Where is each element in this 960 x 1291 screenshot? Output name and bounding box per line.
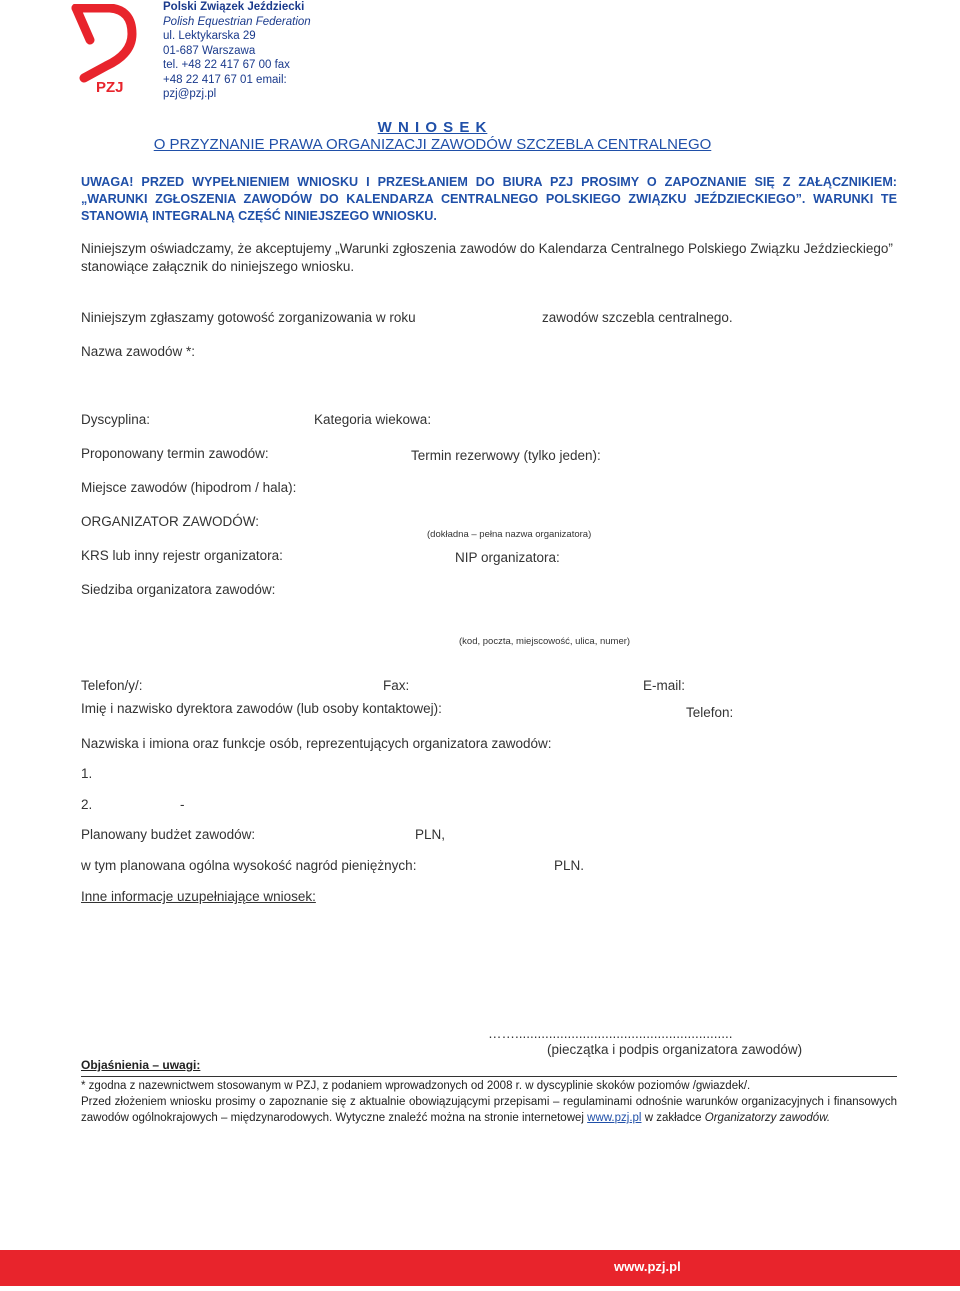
note-italic: Organizatorzy zawodów. <box>704 1112 831 1124</box>
organizer-note: (dokładna – pełna nazwa organizatora) <box>427 529 592 540</box>
prizes-label: w tym planowana ogólna wysokość nagród pieniężnych: <box>81 858 417 873</box>
org-name-en: Polish Equestrian Federation <box>163 15 311 28</box>
signature-line: …….......................................................... <box>488 1026 733 1041</box>
pzj-logo <box>66 4 138 94</box>
age-category-label: Kategoria wiekowa: <box>314 412 432 427</box>
footer-website: www.pzj.pl <box>614 1259 681 1274</box>
note-text-b: w zakładce <box>644 1112 702 1124</box>
readiness-end-label: zawodów szczebla centralnego. <box>542 310 733 325</box>
org-city: 01-687 Warszawa <box>163 44 256 57</box>
org-name: Polski Związek Jeździecki <box>163 1 305 13</box>
warning-text: UWAGA! PRZED WYPEŁNIENIEM WNIOSKU I PRZESŁANIEM DO BIURA PZJ PROSIMY O ZAPOZNANIE SIĘ Z ZAŁĄCZNIKIEM: „WARUNKI ZGŁOSZENIA ZAWODÓW DO KALENDARZA CENTRALNEGO POLSKIEGO ZWIĄZKU JEŹDZIECKIEGO”. WARUNKI TE STANOWIĄ INTEGRALNĄ CZĘŚĆ NINIEJSZEGO WNIOSKU. <box>81 175 897 223</box>
footer-rule <box>81 1076 897 1077</box>
organizer-label: ORGANIZATOR ZAWODÓW: <box>81 514 259 529</box>
form-title: W N I O S E K <box>377 119 488 136</box>
event-name-label: Nazwa zawodów *: <box>81 344 196 359</box>
note-star: * zgodna z nazewnictwem stosowanym w PZJ, z podaniem wprowadzonych od 2008 r. w dyscyplinie skoków poziomów /gwiazdek/. <box>81 1080 751 1092</box>
representative-2: 2. <box>81 797 93 812</box>
krs-label: KRS lub inny rejestr organizatora: <box>81 548 283 563</box>
representative-1: 1. <box>81 766 93 781</box>
email-label: E-mail: <box>643 678 686 693</box>
fax-label: Fax: <box>383 678 410 693</box>
budget-unit: PLN, <box>415 827 446 842</box>
notes-heading: Objaśnienia – uwagi: <box>81 1058 201 1072</box>
other-info-label: Inne informacje uzupełniające wniosek: <box>81 889 316 904</box>
form-subtitle: O PRZYZNANIE PRAWA ORGANIZACJI ZAWODÓW SZCZEBLA CENTRALNEGO <box>153 136 712 153</box>
signature-label: (pieczątka i podpis organizatora zawodów) <box>547 1042 803 1057</box>
declaration-text: Niniejszym oświadczamy, że akceptujemy „Warunki zgłoszenia zawodów do Kalendarza Centralnego Polskiego Związku Jeździeckiego” stanowiące załącznik do niniejszego wniosku. <box>81 241 893 274</box>
note-text-a: Przed złożeniem wniosku prosimy o zapoznanie się z aktualnie obowiązującymi przepisami – regulaminami odnośnie warunków organizacyjnych i finansowych zawodów ogólnokrajowych – międzynarodowych. Wytyczne znaleźć można na stronie internetowej <box>81 1096 897 1124</box>
org-phone: tel. +48 22 417 67 00 fax <box>163 59 290 71</box>
prizes-unit: PLN. <box>554 858 585 873</box>
seat-label: Siedziba organizatora zawodów: <box>81 582 276 597</box>
director-label: Imię i nazwisko dyrektora zawodów (lub osoby kontaktowej): <box>81 701 442 716</box>
proposed-date-label: Proponowany termin zawodów: <box>81 446 269 461</box>
reserve-date-label: Termin rezerwowy (tylko jeden): <box>411 448 601 463</box>
representatives-label: Nazwiska i imiona oraz funkcje osób, reprezentujących organizatora zawodów: <box>81 736 552 751</box>
director-phone-label: Telefon: <box>686 705 734 720</box>
discipline-label: Dyscyplina: <box>81 412 151 427</box>
venue-label: Miejsce zawodów (hipodrom / hala): <box>81 480 297 495</box>
nip-label: NIP organizatora: <box>455 550 560 565</box>
org-street: ul. Lektykarska 29 <box>163 30 256 42</box>
footer-notes <box>81 1076 897 1126</box>
representative-2-dash: - <box>180 797 185 812</box>
pzj-website-link[interactable]: www.pzj.pl <box>587 1112 642 1124</box>
org-email: pzj@pzj.pl <box>163 88 217 100</box>
budget-label: Planowany budżet zawodów: <box>81 827 256 842</box>
footer-bar <box>0 1250 960 1286</box>
address-note: (kod, poczta, miejscowość, ulica, numer) <box>459 636 631 647</box>
org-address-block <box>163 0 311 102</box>
note-paragraph <box>81 1094 897 1126</box>
org-fax: +48 22 417 67 01 email: <box>163 73 287 86</box>
readiness-label: Niniejszym zgłaszamy gotowość zorganizowania w roku <box>81 310 416 325</box>
phone-label: Telefon/y/: <box>81 678 143 693</box>
logo-text: PZJ <box>96 79 124 94</box>
